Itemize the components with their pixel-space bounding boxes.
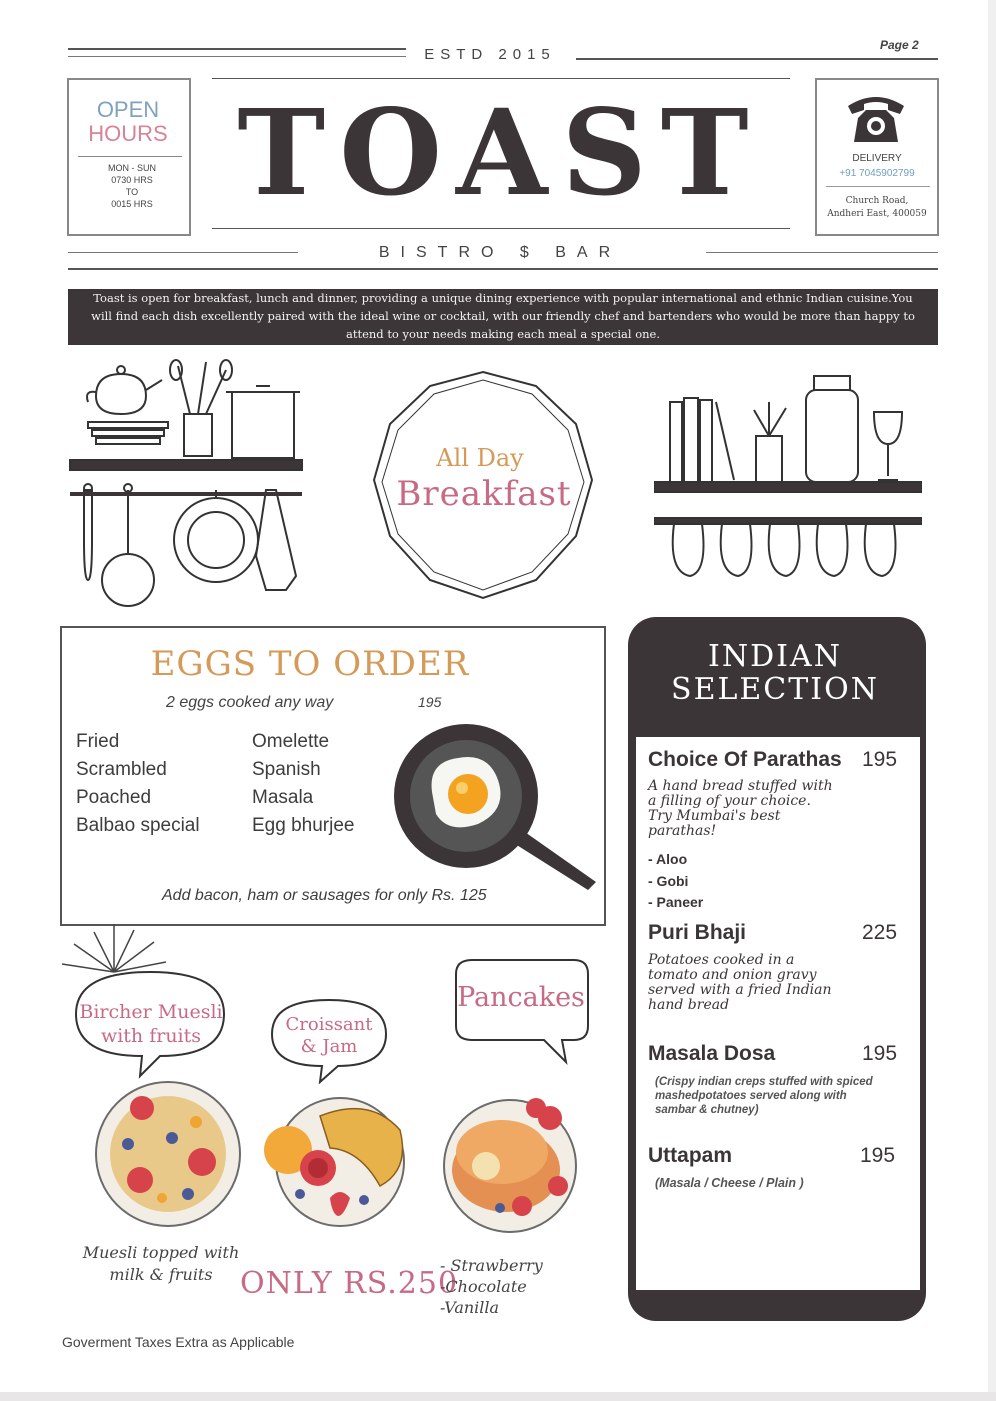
sparkle-burst-icon: [54, 914, 174, 974]
badge-line-1: All Day: [436, 444, 524, 472]
brand-rule-top: [212, 78, 790, 79]
desc-line: a filling of your choice.: [648, 793, 811, 809]
desc-line: served with a fried Indian: [648, 982, 832, 998]
desc-line: parathas!: [648, 823, 717, 839]
croissant-label-line-1: Croissant: [285, 1014, 373, 1035]
dish-uttapam-name: Uttapam: [648, 1144, 733, 1167]
dish-uttapam-price: 195: [860, 1144, 896, 1167]
egg-style: Omelette: [252, 731, 330, 752]
eggs-styles-col-2: [252, 728, 354, 840]
hours-label: HOURS: [88, 121, 168, 146]
eggs-addon-note: Add bacon, ham or sausages for only Rs. 125: [162, 887, 487, 904]
kitchen-shelf-illustration: [66, 356, 306, 612]
pancake-flavors: [440, 1255, 543, 1318]
muesli-bubble-label: [76, 1000, 226, 1048]
desc-line: tomato and onion gravy: [648, 967, 817, 983]
egg-style: Spanish: [252, 759, 321, 780]
dish-dosa-name: Masala Dosa: [648, 1042, 776, 1065]
desc-line: sambar & chutney): [655, 1104, 759, 1116]
open-label: OPEN: [96, 97, 160, 122]
paratha-option: - Aloo: [648, 851, 688, 867]
frying-pan-egg-icon: [392, 722, 604, 892]
page-bottom-edge: [0, 1392, 996, 1401]
hours-from: 0730 HRS: [111, 175, 153, 185]
eggs-title: EGGS TO ORDER: [150, 644, 470, 684]
hours-to: TO: [125, 187, 139, 197]
header-rule-bottom: [68, 268, 938, 270]
muesli-label-line-2: with fruits: [100, 1025, 202, 1047]
badge-line-2: Breakfast: [396, 474, 572, 514]
tagline-rule-left: [68, 252, 298, 253]
intro-text: Toast is open for breakfast, lunch and dinner, providing a unique dining experience with popular international and ethnic Indian cuisine.You will find each dish excellently paired with the ideal wine or cocktail, with our friendly chef and bartenders who would be more than happy to attend to your needs making each meal a special one.: [91, 291, 915, 341]
hours-until: 0015 HRS: [111, 199, 153, 209]
muesli-caption: [66, 1242, 256, 1286]
indian-title-line-2: SELECTION: [671, 672, 879, 707]
flavor-item: - Strawberry: [440, 1256, 543, 1275]
desc-line: Potatoes cooked in a: [648, 952, 795, 968]
eggs-styles-col-1: [76, 728, 200, 840]
pancakes-bubble-label: Pancakes: [457, 982, 585, 1013]
dish-puri-desc: [648, 953, 832, 1013]
dish-puri-name: Puri Bhaji: [648, 921, 747, 944]
desc-line: Try Mumbai's best: [648, 808, 781, 824]
delivery-phone[interactable]: +91 7045902799: [839, 168, 915, 179]
egg-style: Masala: [252, 787, 314, 808]
hours-days: MON - SUN: [108, 163, 156, 173]
egg-style: Egg bhurjee: [252, 815, 355, 836]
dish-dosa-desc: [655, 1075, 873, 1117]
indian-selection-title: [640, 640, 910, 706]
hours-schedule: [78, 162, 186, 210]
telephone-icon: [844, 88, 908, 146]
header-rule-top-left: [68, 48, 406, 50]
muesli-label-line-1: Bircher Muesli: [79, 1001, 223, 1023]
desc-line: A hand bread stuffed with: [648, 778, 833, 794]
dish-uttapam-desc: (Masala / Cheese / Plain ): [655, 1176, 804, 1190]
dish-parathas-desc: [648, 779, 833, 839]
egg-style: Scrambled: [76, 759, 167, 780]
established-label: ESTD 2015: [424, 46, 556, 63]
address-line-1: Church Road,: [845, 196, 909, 206]
muesli-caption-line-2: milk & fruits: [109, 1265, 213, 1284]
egg-style: Balbao special: [76, 815, 200, 836]
eggs-subtitle: 2 eggs cooked any way: [166, 694, 334, 711]
hours-divider: [78, 156, 182, 157]
address-line-2: Andheri East, 400059: [827, 209, 927, 219]
brand-logo: TOAST: [237, 83, 763, 222]
flavor-item: -Vanilla: [440, 1298, 500, 1317]
indian-title-line-1: INDIAN: [708, 639, 842, 674]
tax-note: Goverment Taxes Extra as Applicable: [62, 1334, 295, 1350]
paratha-option: - Paneer: [648, 894, 704, 910]
dish-dosa-price: 195: [862, 1042, 898, 1065]
tagline-rule-right: [706, 252, 938, 253]
eggs-price: 195: [418, 694, 442, 710]
egg-style: Fried: [76, 731, 120, 752]
desc-line: (Crispy indian creps stuffed with spiced: [655, 1076, 873, 1088]
desc-line: mashedpotatoes served along with: [655, 1090, 847, 1102]
delivery-label: DELIVERY: [852, 153, 902, 164]
page-number: Page 2: [880, 38, 919, 52]
brand-tagline: BISTRO $ BAR: [378, 244, 622, 261]
breakfast-offer-price: ONLY RS.250: [240, 1266, 459, 1301]
muesli-bowl-image: [92, 1078, 244, 1230]
muesli-caption-line-1: Muesli topped with: [82, 1243, 240, 1262]
paratha-option: - Gobi: [648, 873, 689, 889]
dish-puri-price: 225: [862, 921, 898, 944]
header-rule-top-left-thin: [68, 56, 406, 57]
header-rule-top-right: [576, 58, 938, 60]
egg-style: Poached: [76, 787, 152, 808]
brand-rule-bottom: [212, 228, 790, 229]
croissant-bubble-label: [272, 1014, 386, 1058]
pantry-shelf-illustration: [654, 372, 922, 584]
pancake-plate-image: [436, 1074, 586, 1234]
dish-parathas-price: 195: [862, 748, 898, 771]
intro-banner: [68, 289, 938, 345]
open-hours-title: [78, 98, 178, 146]
address: [816, 195, 938, 221]
page-edge: [988, 0, 996, 1401]
desc-line: hand bread: [648, 997, 730, 1013]
dish-parathas-name: Choice Of Parathas: [648, 748, 842, 771]
croissant-plate-image: [260, 1090, 420, 1230]
croissant-label-line-2: & Jam: [300, 1036, 358, 1057]
flavor-item: -Chocolate: [440, 1277, 527, 1296]
contact-divider: [826, 186, 930, 187]
